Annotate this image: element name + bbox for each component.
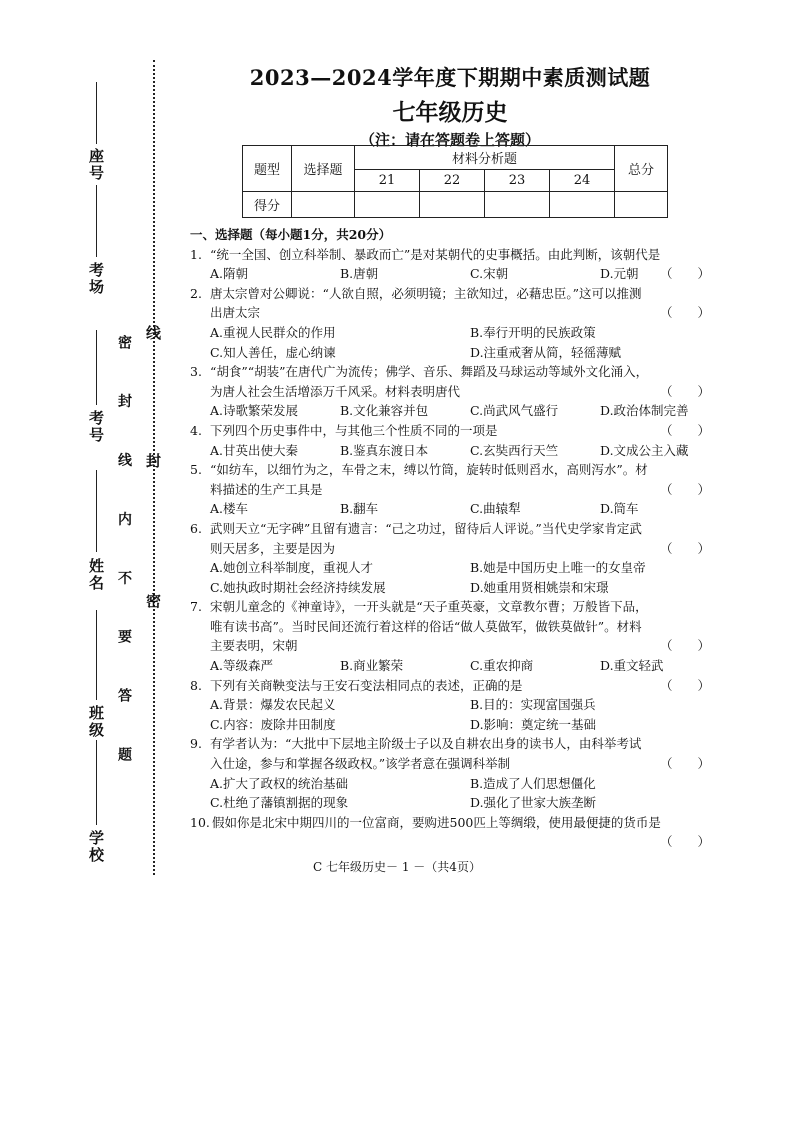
options-4: [190, 441, 710, 461]
question-text: 假如你是北宋中期四川的一位富商，要购进500匹上等绸缎，使用最便捷的货币是: [212, 814, 661, 830]
sub-col-23: 23: [485, 170, 550, 192]
score-cell-23[interactable]: [485, 192, 550, 218]
answer-blank[interactable]: （ ）: [659, 266, 710, 282]
answer-blank[interactable]: （ ）: [659, 422, 710, 438]
question-text: 下列四个历史事件中，与其他三个性质不同的一项是: [210, 422, 498, 438]
name-field[interactable]: [96, 470, 97, 552]
exam-subtitle: 七年级历史: [392, 99, 508, 126]
option-b[interactable]: B.唐朝: [340, 266, 379, 282]
sub-col-24: 24: [550, 170, 615, 192]
option-d[interactable]: D.重文轻武: [600, 658, 664, 674]
name-label: 姓名: [87, 558, 105, 592]
score-cell-choice[interactable]: [292, 192, 355, 218]
option-d[interactable]: D.文成公主入藏: [600, 442, 689, 458]
option-c[interactable]: C.她执政时期社会经济持续发展: [210, 579, 386, 595]
exam-title: 2023—2024学年度下期期中素质测试题: [249, 65, 651, 90]
option-d[interactable]: D.注重戒奢从简，轻徭薄赋: [470, 344, 622, 360]
options-3: [190, 401, 710, 421]
answer-blank[interactable]: （ ）: [659, 677, 710, 693]
option-b[interactable]: B.奉行开明的民族政策: [470, 324, 596, 340]
question-9: [190, 734, 710, 773]
binding-margin: [0, 0, 175, 1123]
question-text: 宋朝儿童念的《神童诗》，一开头就是“天子重英豪，文章教尔曹；万般皆下品，唯有读书高”。当时民间还流行着这样的俗话“做人莫做军，做铁莫做针”。材料主要表明，宋朝: [210, 599, 648, 654]
answer-blank[interactable]: （ ）: [659, 383, 710, 399]
seat-field[interactable]: [96, 82, 97, 144]
exam-number-label: 考号: [87, 410, 105, 444]
option-a[interactable]: A.重视人民群众的作用: [210, 324, 336, 340]
question-4: [190, 421, 710, 441]
question-text: “如纺车，以细竹为之，车骨之末，缚以竹筒，旋转时低则舀水，高则泻水”。材料描述的生产工具是: [210, 462, 648, 497]
option-d[interactable]: D.政治体制完善: [600, 403, 689, 419]
options-7: [190, 656, 710, 676]
question-number: 8.: [190, 677, 202, 693]
question-number: 9.: [190, 736, 202, 752]
col-choice-header: 选择题: [292, 146, 355, 192]
question-text: 下列有关商鞅变法与王安石变法相同点的表述，正确的是: [210, 677, 523, 693]
answer-blank[interactable]: （ ）: [659, 481, 710, 497]
options-2: [190, 323, 710, 362]
question-number: 7.: [190, 599, 202, 615]
row-score-label: 得分: [243, 192, 292, 218]
col-material-header: 材料分析题: [355, 146, 615, 170]
option-a[interactable]: A.诗歌繁荣发展: [210, 403, 299, 419]
exam-room-field[interactable]: [96, 185, 97, 257]
option-d[interactable]: D.影响：奠定统一基础: [470, 716, 597, 732]
seal-char-seal: 封: [146, 452, 162, 470]
option-b[interactable]: B.她是中国历史上唯一的女皇帝: [470, 560, 646, 576]
option-c[interactable]: C.知人善任，虚心纳谏: [210, 344, 336, 360]
score-cell-21[interactable]: [355, 192, 420, 218]
question-2: [190, 284, 710, 323]
option-b[interactable]: B.翻车: [340, 501, 379, 517]
school-label: 学校: [87, 830, 105, 864]
option-d[interactable]: D.强化了世家大族垄断: [470, 795, 597, 811]
option-a[interactable]: A.扩大了政权的统治基础: [210, 775, 349, 791]
option-c[interactable]: C.玄奘西行天竺: [470, 442, 559, 458]
exam-header: [180, 62, 720, 150]
option-c[interactable]: C.曲辕犁: [470, 501, 521, 517]
options-6: [190, 558, 710, 597]
option-c[interactable]: C.杜绝了藩镇割据的现象: [210, 795, 349, 811]
sub-col-22: 22: [420, 170, 485, 192]
answer-blank[interactable]: （ ）: [659, 305, 710, 321]
options-1: [190, 264, 660, 284]
question-number: 2.: [190, 285, 202, 301]
question-7: [190, 597, 710, 656]
question-number: 10.: [190, 814, 210, 830]
option-a[interactable]: A.甘英出使大秦: [210, 442, 299, 458]
option-a[interactable]: A.背景：爆发农民起义: [210, 697, 336, 713]
exam-number-field[interactable]: [96, 330, 97, 405]
exam-room-label: 考场: [87, 262, 105, 296]
option-b[interactable]: B.鉴真东渡日本: [340, 442, 429, 458]
option-b[interactable]: B.造成了人们思想僵化: [470, 775, 596, 791]
score-cell-22[interactable]: [420, 192, 485, 218]
option-d[interactable]: D.元朝: [600, 266, 639, 282]
score-cell-total[interactable]: [615, 192, 668, 218]
answer-blank[interactable]: （ ）: [659, 834, 710, 850]
question-number: 5.: [190, 462, 202, 478]
option-b[interactable]: B.目的：实现富国强兵: [470, 697, 596, 713]
question-number: 4.: [190, 422, 202, 438]
question-text: “胡食”“胡装”在唐代广为流传；佛学、音乐、舞蹈及马球运动等域外文化涌入，为唐人社会生活增添万千风采。材料表明唐代: [210, 364, 649, 399]
seal-warning-text: 密 封 线 内 不 要 答 题: [116, 335, 132, 782]
option-c[interactable]: C.内容：废除井田制度: [210, 716, 336, 732]
option-d[interactable]: D.她重用贤相姚崇和宋璟: [470, 579, 609, 595]
school-field[interactable]: [96, 740, 97, 825]
sub-col-21: 21: [355, 170, 420, 192]
col-total-header: 总分: [615, 146, 668, 192]
option-c[interactable]: C.重农抑商: [470, 658, 534, 674]
question-number: 1.: [190, 246, 202, 262]
option-b[interactable]: B.商业繁荣: [340, 658, 404, 674]
page-footer: C 七年级历史－ 1 －（共4页）: [313, 860, 481, 874]
option-c[interactable]: C.尚武风气盛行: [470, 403, 559, 419]
option-a[interactable]: A.隋朝: [210, 266, 249, 282]
question-6: [190, 519, 710, 558]
class-field[interactable]: [96, 610, 97, 700]
section-heading: 一、选择题（每小题1分，共20分）: [190, 227, 392, 242]
score-table: [242, 145, 668, 218]
option-a[interactable]: A.楼车: [210, 501, 249, 517]
question-8: [190, 676, 710, 696]
option-a[interactable]: A.她创立科举制度，重视人才: [210, 560, 374, 576]
question-text: “统一全国、创立科举制、暴政而亡”是对某朝代的史事概括。由此判断，该朝代是: [210, 246, 661, 262]
answer-blank[interactable]: （ ）: [659, 638, 710, 654]
question-5: [190, 460, 710, 499]
options-5: [190, 499, 710, 519]
option-b[interactable]: B.文化兼容并包: [340, 403, 429, 419]
question-text: 有学者认为：“大批中下层地主阶级士子以及自耕农出身的读书人，由科举考试入仕途，参与和掌握各级政权。”该学者意在强调科举制: [210, 736, 642, 772]
question-3: [190, 362, 710, 401]
option-d[interactable]: D.筒车: [600, 501, 639, 517]
question-area: [190, 225, 710, 852]
options-9: [190, 774, 710, 813]
question-text: 武则天立“无字碑”且留有遗言：“己之功过，留待后人评说。”当代史学家肯定武则天居多，主要是因为: [210, 520, 642, 556]
option-c[interactable]: C.宋朝: [470, 266, 509, 282]
question-number: 6.: [190, 520, 202, 536]
answer-blank[interactable]: （ ）: [659, 540, 710, 556]
answer-blank[interactable]: （ ）: [659, 756, 710, 772]
col-type-header: 题型: [243, 146, 292, 192]
seat-label: 座号: [87, 148, 105, 182]
options-8: [190, 695, 710, 734]
option-a[interactable]: A.等级森严: [210, 658, 274, 674]
question-text: 唐太宗曾对公卿说：“人欲自照，必须明镜；主欲知过，必藉忠臣。”这可以推测出唐太宗: [210, 285, 642, 321]
class-label: 班级: [87, 705, 105, 739]
seal-char-secret: 密: [146, 592, 162, 610]
seal-char-line: 线: [146, 324, 162, 342]
question-number: 3.: [190, 364, 202, 380]
exam-note: （注：请在答题卷上答题）: [359, 131, 540, 149]
score-cell-24[interactable]: [550, 192, 615, 218]
question-10: [190, 813, 710, 850]
